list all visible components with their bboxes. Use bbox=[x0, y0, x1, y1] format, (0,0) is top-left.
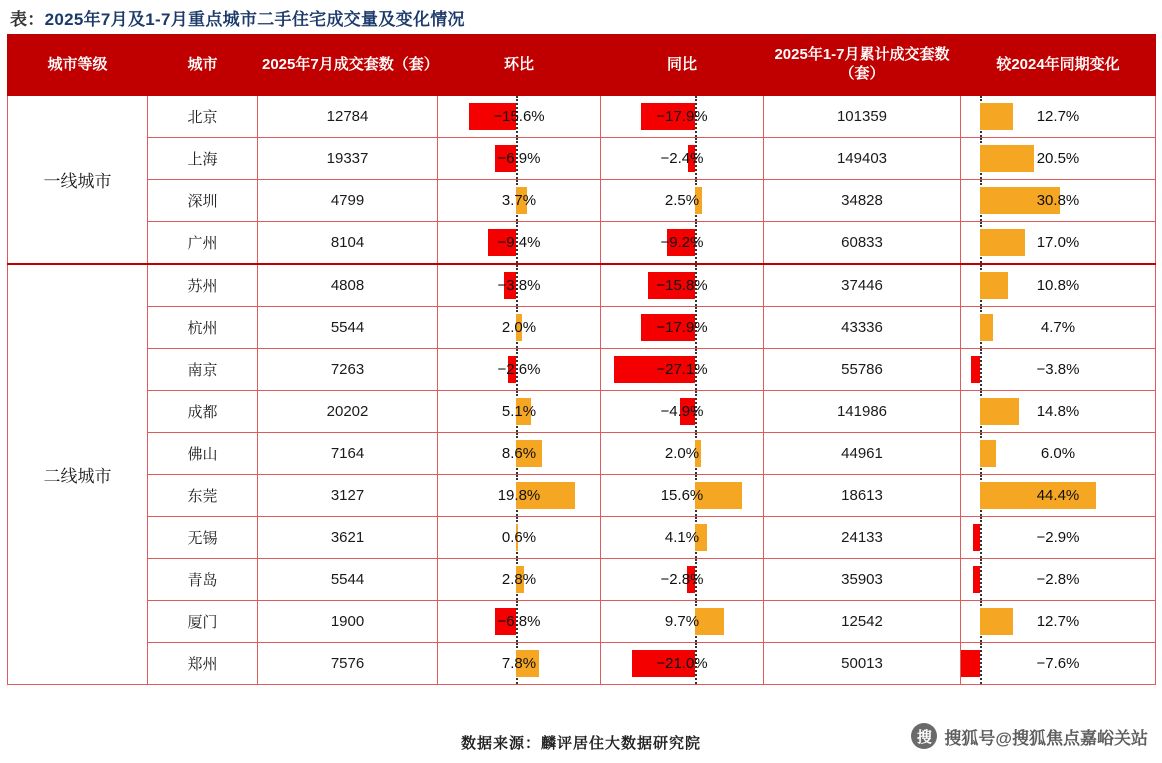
sohu-logo-icon: 搜 bbox=[911, 723, 937, 749]
mom-cell bbox=[438, 180, 601, 222]
table-row bbox=[8, 138, 1156, 180]
cumulative-volume-cell: 43336 bbox=[764, 307, 961, 349]
mom-cell bbox=[438, 222, 601, 265]
col-city: 城市 bbox=[148, 35, 258, 96]
mom-cell bbox=[438, 264, 601, 307]
value-label: −17.9% bbox=[656, 319, 708, 336]
table-row bbox=[8, 559, 1156, 601]
city-cell: 成都 bbox=[148, 391, 258, 433]
value-label: −9.4% bbox=[497, 234, 541, 251]
city-cell: 南京 bbox=[148, 349, 258, 391]
city-cell: 厦门 bbox=[148, 601, 258, 643]
july-volume-cell: 7263 bbox=[258, 349, 438, 391]
value-label: −2.8% bbox=[660, 571, 704, 588]
city-cell: 佛山 bbox=[148, 433, 258, 475]
yoy-cell bbox=[601, 222, 764, 265]
cumulative-volume-cell: 24133 bbox=[764, 517, 961, 559]
mom-cell bbox=[438, 138, 601, 180]
value-label: 4.7% bbox=[1040, 319, 1076, 336]
value-label: −2.8% bbox=[1036, 571, 1080, 588]
yoy-cell bbox=[601, 264, 764, 307]
yoy-cumulative-change-cell bbox=[961, 643, 1156, 685]
july-volume-cell: 3127 bbox=[258, 475, 438, 517]
table-row bbox=[8, 643, 1156, 685]
value-label: 5.1% bbox=[501, 403, 537, 420]
value-label: 15.6% bbox=[660, 487, 704, 504]
cumulative-volume-cell: 60833 bbox=[764, 222, 961, 265]
value-label: −15.8% bbox=[656, 277, 708, 294]
table-header-row bbox=[8, 35, 1156, 96]
value-label: 2.5% bbox=[664, 192, 700, 209]
table-body bbox=[8, 96, 1156, 685]
col-cumulative: 2025年1-7月累计成交套数（套） bbox=[764, 35, 961, 96]
july-volume-cell: 7164 bbox=[258, 433, 438, 475]
yoy-cumulative-change-cell bbox=[961, 349, 1156, 391]
value-label: −6.9% bbox=[497, 150, 541, 167]
value-label: 0.6% bbox=[501, 529, 537, 546]
city-cell: 深圳 bbox=[148, 180, 258, 222]
july-volume-cell: 4808 bbox=[258, 264, 438, 307]
col-tier: 城市等级 bbox=[8, 35, 148, 96]
value-label: −6.8% bbox=[497, 613, 541, 630]
yoy-cell bbox=[601, 349, 764, 391]
value-label: 2.8% bbox=[501, 571, 537, 588]
value-label: −4.9% bbox=[660, 403, 704, 420]
value-label: 10.8% bbox=[1036, 277, 1080, 294]
mom-cell bbox=[438, 96, 601, 138]
cumulative-volume-cell: 34828 bbox=[764, 180, 961, 222]
value-label: 12.7% bbox=[1036, 613, 1080, 630]
yoy-cell bbox=[601, 180, 764, 222]
value-label: 4.1% bbox=[664, 529, 700, 546]
city-cell: 东莞 bbox=[148, 475, 258, 517]
title-text: 2025年7月及1-7月重点城市二手住宅成交量及变化情况 bbox=[44, 9, 465, 29]
title-prefix: 表： bbox=[10, 9, 45, 29]
value-label: −15.6% bbox=[493, 108, 545, 125]
yoy-cumulative-change-cell bbox=[961, 222, 1156, 265]
table-row bbox=[8, 601, 1156, 643]
value-label: 12.7% bbox=[1036, 108, 1080, 125]
mom-cell bbox=[438, 601, 601, 643]
yoy-cell bbox=[601, 96, 764, 138]
cumulative-volume-cell: 149403 bbox=[764, 138, 961, 180]
col-july: 2025年7月成交套数（套） bbox=[258, 35, 438, 96]
value-label: −17.9% bbox=[656, 108, 708, 125]
value-label: −2.6% bbox=[497, 361, 541, 378]
value-label: 6.0% bbox=[1040, 445, 1076, 462]
page-title bbox=[0, 0, 1162, 34]
yoy-cumulative-change-cell bbox=[961, 180, 1156, 222]
table-row bbox=[8, 433, 1156, 475]
cumulative-volume-cell: 35903 bbox=[764, 559, 961, 601]
july-volume-cell: 7576 bbox=[258, 643, 438, 685]
yoy-cell bbox=[601, 433, 764, 475]
yoy-cumulative-change-cell bbox=[961, 559, 1156, 601]
value-label: 20.5% bbox=[1036, 150, 1080, 167]
mom-cell bbox=[438, 517, 601, 559]
value-label: −9.2% bbox=[660, 234, 704, 251]
value-label: −3.8% bbox=[1036, 361, 1080, 378]
july-volume-cell: 5544 bbox=[258, 559, 438, 601]
value-label: 9.7% bbox=[664, 613, 700, 630]
value-label: −21.0% bbox=[656, 655, 708, 672]
tier-cell: 二线城市 bbox=[8, 264, 148, 685]
table-row bbox=[8, 517, 1156, 559]
value-label: 14.8% bbox=[1036, 403, 1080, 420]
mom-cell bbox=[438, 307, 601, 349]
cumulative-volume-cell: 101359 bbox=[764, 96, 961, 138]
mom-cell bbox=[438, 349, 601, 391]
value-label: −2.9% bbox=[1036, 529, 1080, 546]
mom-cell bbox=[438, 643, 601, 685]
value-label: −3.8% bbox=[497, 277, 541, 294]
cumulative-volume-cell: 18613 bbox=[764, 475, 961, 517]
cumulative-volume-cell: 55786 bbox=[764, 349, 961, 391]
table-row bbox=[8, 222, 1156, 265]
cumulative-volume-cell: 44961 bbox=[764, 433, 961, 475]
data-source: 数据来源：麟评居住大数据研究院 bbox=[460, 735, 701, 752]
table-row bbox=[8, 180, 1156, 222]
yoy-cell bbox=[601, 475, 764, 517]
yoy-cumulative-change-cell bbox=[961, 264, 1156, 307]
yoy-cumulative-change-cell bbox=[961, 307, 1156, 349]
value-label: −7.6% bbox=[1036, 655, 1080, 672]
yoy-cell bbox=[601, 307, 764, 349]
col-mom: 环比 bbox=[438, 35, 601, 96]
table-row bbox=[8, 264, 1156, 307]
value-label: −2.4% bbox=[660, 150, 704, 167]
july-volume-cell: 19337 bbox=[258, 138, 438, 180]
city-cell: 苏州 bbox=[148, 264, 258, 307]
yoy-cell bbox=[601, 391, 764, 433]
value-label: −27.1% bbox=[656, 361, 708, 378]
value-label: 30.8% bbox=[1036, 192, 1080, 209]
yoy-cell bbox=[601, 517, 764, 559]
value-label: 17.0% bbox=[1036, 234, 1080, 251]
yoy-cumulative-change-cell bbox=[961, 601, 1156, 643]
table-row bbox=[8, 96, 1156, 138]
value-label: 2.0% bbox=[664, 445, 700, 462]
mom-cell bbox=[438, 475, 601, 517]
cumulative-volume-cell: 37446 bbox=[764, 264, 961, 307]
city-cell: 青岛 bbox=[148, 559, 258, 601]
mom-cell bbox=[438, 559, 601, 601]
yoy-cell bbox=[601, 138, 764, 180]
watermark-text: 搜狐号@搜狐焦点嘉峪关站 bbox=[944, 728, 1148, 748]
table-row bbox=[8, 307, 1156, 349]
col-yoy: 同比 bbox=[601, 35, 764, 96]
mom-cell bbox=[438, 433, 601, 475]
july-volume-cell: 12784 bbox=[258, 96, 438, 138]
july-volume-cell: 20202 bbox=[258, 391, 438, 433]
yoy-cell bbox=[601, 601, 764, 643]
table-row bbox=[8, 349, 1156, 391]
july-volume-cell: 5544 bbox=[258, 307, 438, 349]
yoy-cumulative-change-cell bbox=[961, 391, 1156, 433]
table-row bbox=[8, 475, 1156, 517]
yoy-cumulative-change-cell bbox=[961, 433, 1156, 475]
col-change: 较2024年同期变化 bbox=[961, 35, 1156, 96]
july-volume-cell: 1900 bbox=[258, 601, 438, 643]
cumulative-volume-cell: 12542 bbox=[764, 601, 961, 643]
yoy-cumulative-change-cell bbox=[961, 138, 1156, 180]
table-row bbox=[8, 391, 1156, 433]
value-label: 19.8% bbox=[497, 487, 541, 504]
watermark bbox=[911, 723, 1148, 749]
value-label: 3.7% bbox=[501, 192, 537, 209]
yoy-cell bbox=[601, 643, 764, 685]
value-label: 44.4% bbox=[1036, 487, 1080, 504]
july-volume-cell: 3621 bbox=[258, 517, 438, 559]
city-cell: 北京 bbox=[148, 96, 258, 138]
value-label: 8.6% bbox=[501, 445, 537, 462]
yoy-cumulative-change-cell bbox=[961, 475, 1156, 517]
city-cell: 郑州 bbox=[148, 643, 258, 685]
value-label: 2.0% bbox=[501, 319, 537, 336]
city-cell: 无锡 bbox=[148, 517, 258, 559]
city-cell: 广州 bbox=[148, 222, 258, 265]
july-volume-cell: 8104 bbox=[258, 222, 438, 265]
yoy-cell bbox=[601, 559, 764, 601]
mom-cell bbox=[438, 391, 601, 433]
yoy-cumulative-change-cell bbox=[961, 517, 1156, 559]
tier-cell: 一线城市 bbox=[8, 96, 148, 265]
yoy-cumulative-change-cell bbox=[961, 96, 1156, 138]
value-label: 7.8% bbox=[501, 655, 537, 672]
city-cell: 上海 bbox=[148, 138, 258, 180]
cumulative-volume-cell: 141986 bbox=[764, 391, 961, 433]
july-volume-cell: 4799 bbox=[258, 180, 438, 222]
cumulative-volume-cell: 50013 bbox=[764, 643, 961, 685]
city-cell: 杭州 bbox=[148, 307, 258, 349]
data-table bbox=[7, 34, 1156, 685]
